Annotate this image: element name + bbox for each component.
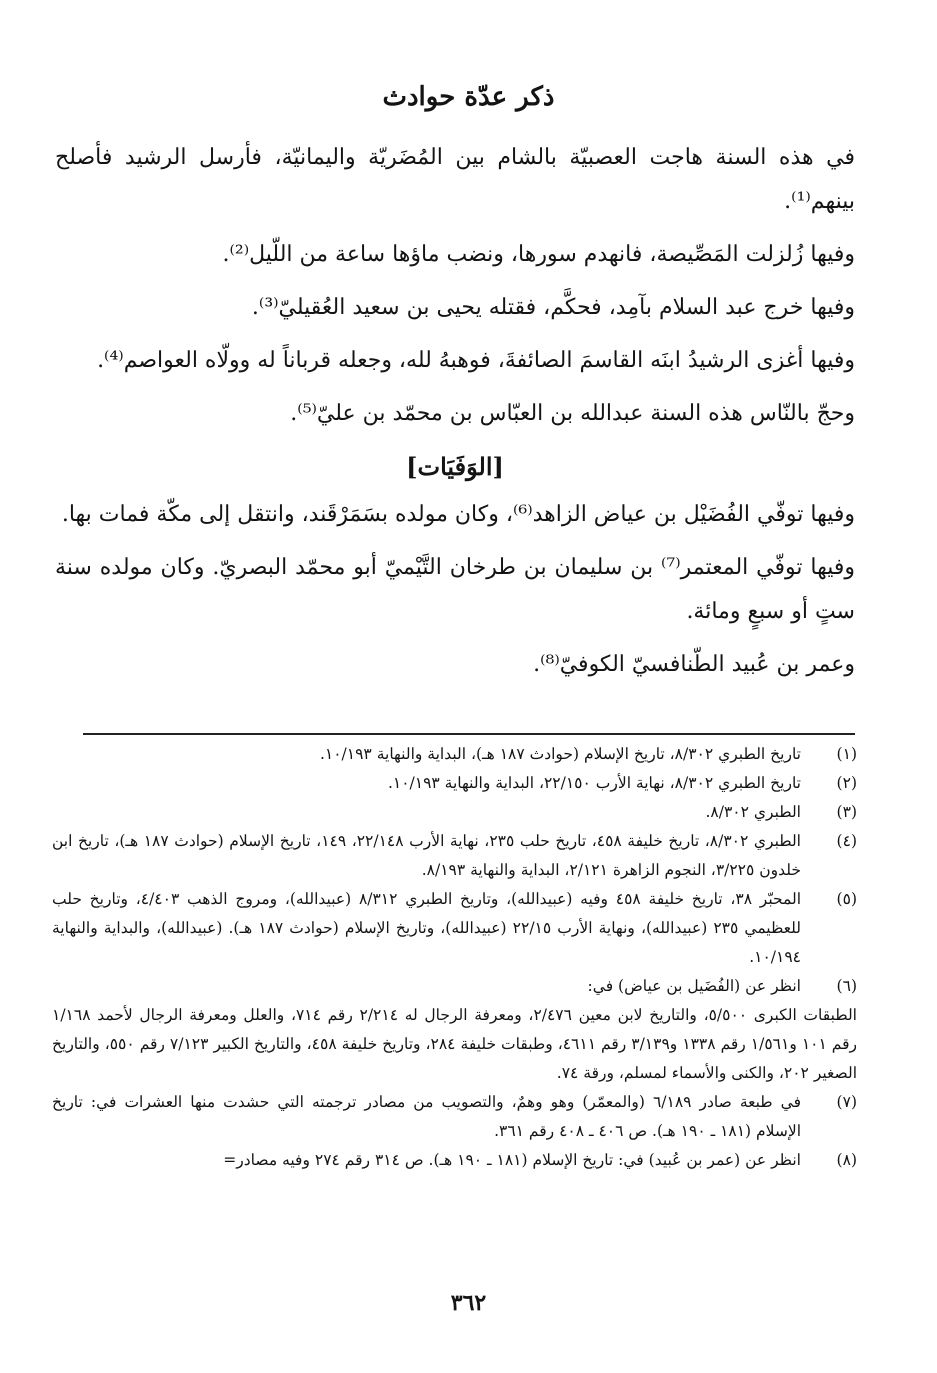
footnote-number: (٧) bbox=[836, 1093, 857, 1111]
footnote-number: (٤) bbox=[836, 832, 857, 850]
paragraph-5: وحجّ بالنّاس هذه السنة عبدالله بن العبّاس بن محمّد بن عليّ⁽⁵⁾. bbox=[290, 401, 855, 426]
footnote-text: انظر عن (الفُضَيل بن عياض) في: bbox=[587, 977, 801, 995]
footnote-7 bbox=[52, 1088, 857, 1146]
obituary-1: وفيها توفّي الفُضَيْل بن عياض الزاهد⁽⁶⁾، وكان مولده بسَمَرْقَند، وانتقل إلى مكّة فمات بها. bbox=[61, 502, 855, 527]
obituary-2: وفيها توفّي المعتمر⁽⁷⁾ بن سليمان بن طرخان التَّيْميّ أبو محمّد البصريّ. وكان مولده سنة ستٍ أو سبعٍ ومائة. bbox=[55, 555, 856, 624]
obituaries-heading: [الوَفَيَات] bbox=[406, 452, 504, 481]
main-text bbox=[55, 136, 855, 696]
footnote-text: المحبّر ٣٨، تاريخ خليفة ٤٥٨ وفيه (عبيدالله)، وتاريخ الطبري ٨/٣١٢ (عبيدالله)، ومروج الذهب ٤/٤٠٣، وتاريخ حلب للعظيمي ٢٣٥ (عبيدالله)، ونهاية الأرب ٢٢/١٥ (عبيدالله)، وتاريخ الإسلام (حوادث ١٨٧ هـ). (عبيدالله)، والبداية والنهاية ١٠/١٩٤. bbox=[52, 890, 802, 966]
footnote-text: الطبري ٨/٣٠٢، تاريخ خليفة ٤٥٨، تاريخ حلب ٢٣٥، نهاية الأرب ٢٢/١٤٨، ١٤٩، تاريخ الإسلام (حوادث ١٨٧ هـ)، تاريخ ابن خلدون ٣/٢٢٥، النجوم الزاهرة ٢/١٢١، البداية والنهاية ٨/١٩٣. bbox=[52, 832, 801, 879]
paragraph-3: وفيها خرج عبد السلام بآمِد، فحكَّم، فقتله يحيى بن سعيد العُقيليّ⁽³⁾. bbox=[251, 295, 855, 320]
footnote-2 bbox=[52, 769, 857, 798]
section-title: ذكر عدّة حوادث bbox=[382, 82, 555, 112]
footnote-number: (٥) bbox=[836, 890, 857, 908]
footnote-text: انظر عن (عمر بن عُبيد) في: تاريخ الإسلام (١٨١ ـ ١٩٠ هـ). ص ٣١٤ رقم ٢٧٤ وفيه مصادر= bbox=[223, 1151, 801, 1169]
footnote-text: في طبعة صادر ٦/١٨٩ (والمعمّر) وهو وهمٌ، والتصويب من مصادر ترجمته التي حشدت منها العشرات في: تاريخ الإسلام (١٨١ ـ ١٩٠ هـ). ص ٤٠٦ ـ ٤٠٨ رقم ٣٦١. bbox=[52, 1093, 801, 1140]
paragraph-4: وفيها أغزى الرشيدُ ابنَه القاسمَ الصائفةَ، فوهبهُ لله، وجعله قرباناً له وولّاه العواصم⁽⁴⁾. bbox=[97, 348, 855, 373]
footnote-text: تاريخ الطبري ٨/٣٠٢، تاريخ الإسلام (حوادث ١٨٧ هـ)، البداية والنهاية ١٠/١٩٣. bbox=[319, 745, 801, 763]
obituary-3: وعمر بن عُبيد الطّنافسيّ الكوفيّ⁽⁸⁾. bbox=[533, 652, 855, 677]
footnote-divider bbox=[83, 733, 855, 735]
footnote-text: تاريخ الطبري ٨/٣٠٢، نهاية الأرب ٢٢/١٥٠، البداية والنهاية ١٠/١٩٣. bbox=[387, 774, 801, 792]
footnote-number: (٨) bbox=[836, 1151, 857, 1169]
paragraph-1: في هذه السنة هاجت العصبيّة بالشام بين المُضَريّة واليمانيّة، فأرسل الرشيد فأصلح بينهم⁽¹⁾. bbox=[55, 145, 855, 214]
footnote-number: (٦) bbox=[836, 977, 857, 995]
footnote-6-continuation: الطبقات الكبرى ٥/٥٠٠، والتاريخ لابن معين ٢/٤٧٦، ومعرفة الرجال له ٢/٢١٤ رقم ٧١٤، والعلل ومعرفة الرجال لأحمد ١/١٦٨ رقم ١٠١ و١/٥٦١ رقم ١٣٣٨ و٣/١٣٩ رقم ٤٦١١، وطبقات خليفة ٢٨٤، وتاريخ خليفة ٤٥٨، والتاريخ الكبير ٧/١٢٣ رقم ٥٥٠، والتاريخ الصغير ٢٠٢، والكنى والأسماء لمسلم، ورقة ٧٤. bbox=[52, 1006, 858, 1082]
footnote-text: الطبري ٨/٣٠٢. bbox=[705, 803, 801, 821]
footnotes bbox=[52, 740, 857, 1175]
footnote-4 bbox=[52, 827, 857, 885]
page-number: ٣٦٢ bbox=[450, 1290, 487, 1316]
footnote-number: (٣) bbox=[836, 803, 857, 821]
footnote-1 bbox=[52, 740, 857, 769]
footnote-5 bbox=[52, 885, 857, 972]
footnote-number: (٢) bbox=[836, 774, 857, 792]
footnote-3 bbox=[52, 798, 857, 827]
paragraph-2: وفيها زُلزلت المَصِّيصة، فانهدم سورها، ونضب ماؤها ساعة من اللّيل⁽²⁾. bbox=[222, 242, 855, 267]
footnote-6 bbox=[52, 972, 857, 1001]
footnote-number: (١) bbox=[836, 745, 857, 763]
footnote-8 bbox=[52, 1146, 857, 1175]
